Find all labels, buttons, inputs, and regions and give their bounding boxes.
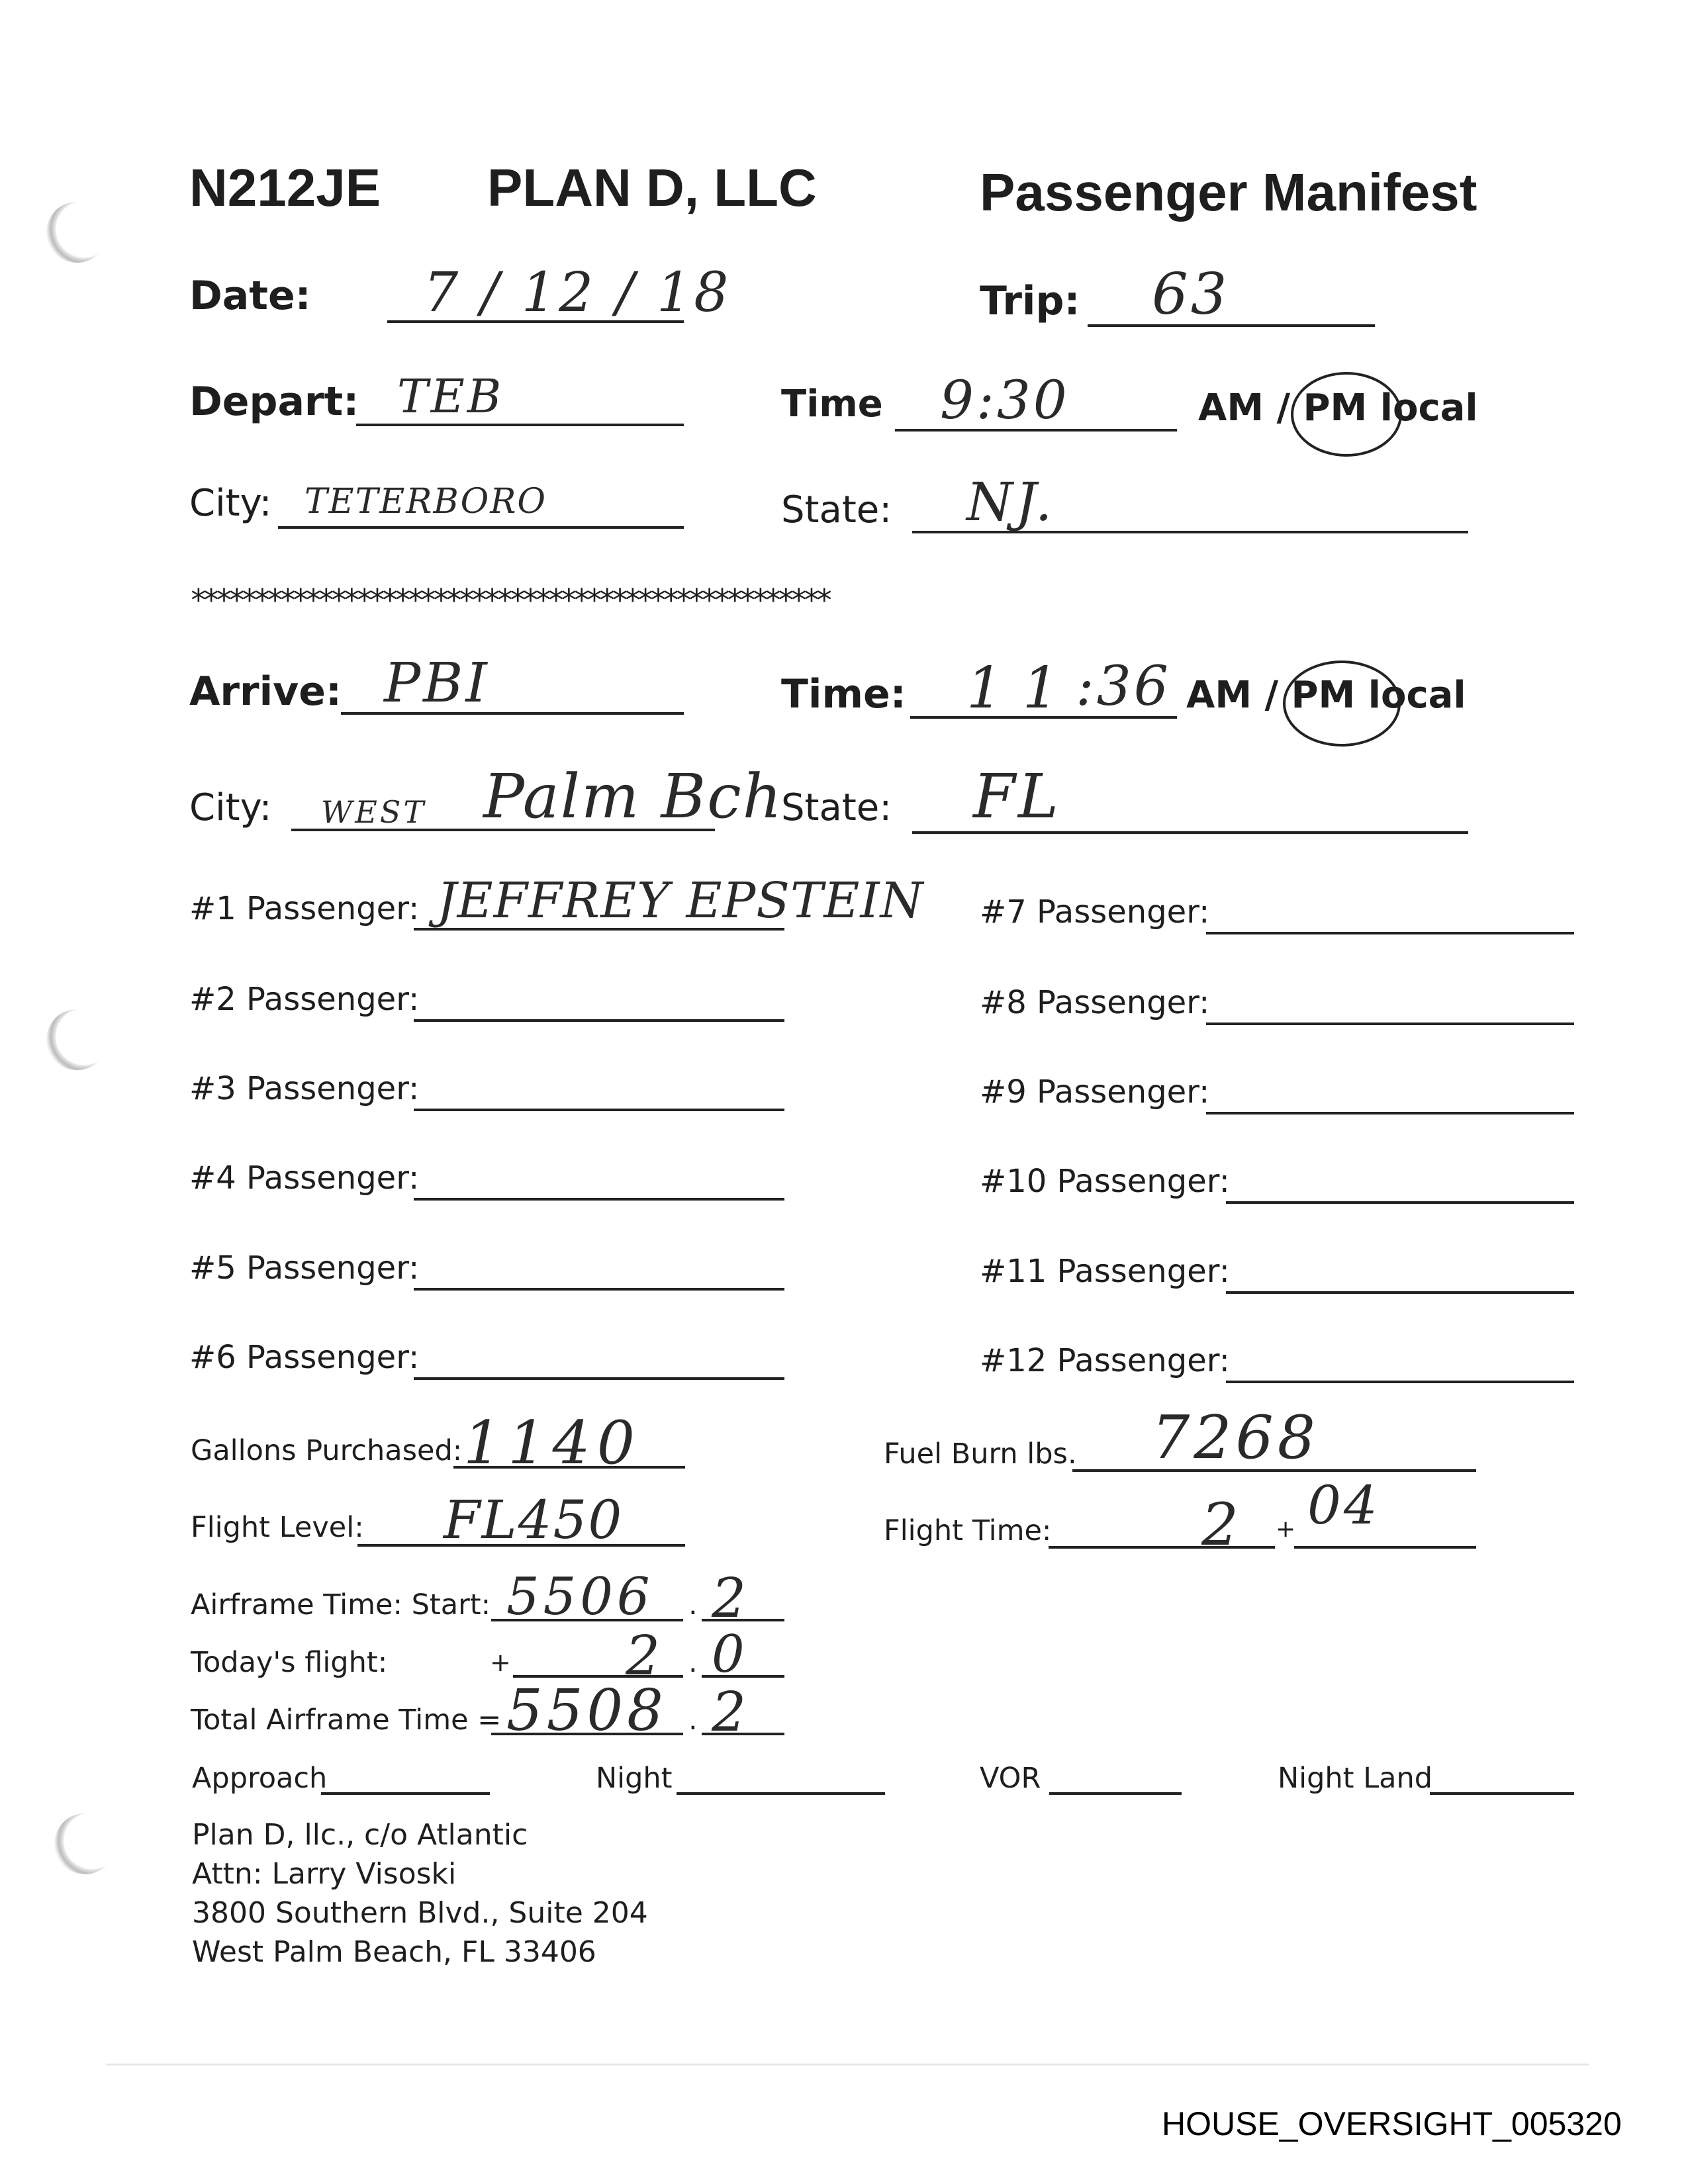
separator-asterisks: ************************************************** [189, 582, 828, 618]
passenger-line-7 [1206, 932, 1574, 934]
binder-hole-top [46, 202, 107, 263]
flight-time-minutes-line [1294, 1546, 1476, 1549]
flight-time-hours: 2 [1201, 1490, 1241, 1559]
night-land-label: Night Land [1278, 1762, 1433, 1795]
airframe-start-label: Airframe Time: Start: [191, 1588, 491, 1621]
depart-ampm-label: AM / PM local [1198, 387, 1478, 430]
passenger-label-12: #12 Passenger: [980, 1342, 1230, 1379]
vor-label: VOR [980, 1762, 1041, 1795]
trip-label: Trip: [980, 278, 1080, 324]
total-airframe-dot: . [688, 1704, 698, 1737]
flight-time-label: Flight Time: [884, 1514, 1052, 1547]
passenger-line-4 [414, 1198, 784, 1201]
total-airframe-whole: 5508 [506, 1678, 667, 1744]
address-line-1: Plan D, llc., c/o Atlantic [192, 1818, 528, 1852]
passenger-label-7: #7 Passenger: [980, 893, 1210, 931]
fuel-burn-label: Fuel Burn lbs. [884, 1437, 1077, 1471]
depart-label: Depart: [189, 379, 359, 425]
passenger-line-9 [1206, 1112, 1574, 1115]
passenger-line-10 [1226, 1201, 1574, 1204]
approach-label: Approach [192, 1762, 328, 1795]
todays-flight-tenth: 0 [712, 1625, 747, 1684]
passenger-value-1: JEFFREY EPSTEIN [437, 872, 924, 929]
arrive-time-label: Time: [781, 671, 906, 717]
arrive-city-label: City: [189, 786, 272, 829]
address-line-2: Attn: Larry Visoski [192, 1857, 457, 1891]
arrive-ampm-label: AM / PM local [1186, 674, 1466, 717]
passenger-label-10: #10 Passenger: [980, 1163, 1230, 1200]
passenger-label-3: #3 Passenger: [189, 1070, 420, 1107]
passenger-line-6 [414, 1377, 784, 1380]
passenger-label-1: #1 Passenger: [189, 890, 420, 927]
arrive-value: PBI [384, 652, 490, 715]
binder-hole-middle [46, 1009, 107, 1070]
passenger-label-2: #2 Passenger: [189, 981, 420, 1018]
passenger-label-6: #6 Passenger: [189, 1339, 420, 1376]
night-land-line [1430, 1792, 1574, 1795]
approach-line [321, 1792, 490, 1795]
address-line-3: 3800 Southern Blvd., Suite 204 [192, 1896, 648, 1930]
arrive-city-value: Palm Bch [483, 761, 783, 832]
bates-number: HOUSE_OVERSIGHT_005320 [1162, 2105, 1622, 2142]
depart-city-value: TETERBORO [305, 482, 547, 522]
vor-line [1049, 1792, 1182, 1795]
todays-flight-whole: 2 [626, 1625, 663, 1688]
night-label: Night [596, 1762, 673, 1795]
depart-state-label: State: [781, 488, 892, 531]
airframe-start-whole: 5506 [506, 1567, 654, 1627]
passenger-label-5: #5 Passenger: [189, 1250, 420, 1287]
arrive-time-minute: :36 [1076, 655, 1171, 718]
total-airframe-label: Total Airframe Time = [191, 1704, 502, 1737]
passenger-line-5 [414, 1288, 784, 1291]
depart-time-value: 9:30 [940, 369, 1070, 431]
arrive-time-hour: 11 [966, 655, 1079, 721]
date-value: 7 / 12 / 18 [424, 261, 731, 324]
flight-level-value: FL450 [444, 1489, 624, 1551]
date-label: Date: [189, 273, 311, 319]
passenger-line-8 [1206, 1023, 1574, 1025]
depart-pm-circle [1291, 372, 1402, 457]
address-line-4: West Palm Beach, FL 33406 [192, 1935, 596, 1969]
fuel-burn-value: 7268 [1152, 1403, 1320, 1473]
arrive-city-value-small: WEST [321, 794, 427, 830]
airframe-start-dot: . [688, 1588, 698, 1621]
todays-flight-plus: + [490, 1648, 511, 1677]
page-title: Passenger Manifest [980, 163, 1477, 222]
flight-time-minutes: 04 [1307, 1475, 1380, 1536]
passenger-line-3 [414, 1109, 784, 1111]
scan-page-edge [106, 2064, 1589, 2066]
passenger-label-4: #4 Passenger: [189, 1160, 420, 1197]
passenger-line-12 [1226, 1381, 1574, 1383]
flight-level-label: Flight Level: [191, 1511, 364, 1544]
passenger-label-8: #8 Passenger: [980, 984, 1210, 1021]
company-name: PLAN D, LLC [487, 158, 817, 217]
arrive-state-value: FL [973, 761, 1061, 832]
total-airframe-tenth: 2 [712, 1681, 749, 1744]
depart-time-label: Time [781, 383, 883, 426]
flight-time-plus: + [1276, 1516, 1296, 1543]
binder-hole-bottom [54, 1813, 115, 1874]
todays-flight-label: Today's flight: [191, 1646, 388, 1679]
depart-state-value: NJ. [966, 471, 1055, 533]
airframe-start-tenth: 2 [712, 1567, 749, 1630]
arrive-pm-circle [1283, 660, 1401, 747]
passenger-label-11: #11 Passenger: [980, 1253, 1230, 1290]
arrive-label: Arrive: [189, 668, 342, 715]
tail-number: N212JE [189, 158, 381, 217]
passenger-line-11 [1226, 1291, 1574, 1294]
trip-value: 63 [1152, 261, 1230, 328]
depart-value: TEB [397, 369, 504, 424]
trip-line [1088, 324, 1375, 327]
gallons-purchased-value: 1140 [463, 1408, 642, 1478]
depart-line [356, 424, 684, 426]
passenger-label-9: #9 Passenger: [980, 1073, 1210, 1111]
passenger-line-2 [414, 1019, 784, 1022]
gallons-purchased-label: Gallons Purchased: [191, 1434, 463, 1467]
arrive-state-label: State: [781, 786, 892, 829]
night-line [677, 1792, 885, 1795]
depart-city-label: City: [189, 482, 272, 525]
depart-city-line [278, 526, 684, 529]
todays-flight-dot: . [688, 1646, 698, 1679]
